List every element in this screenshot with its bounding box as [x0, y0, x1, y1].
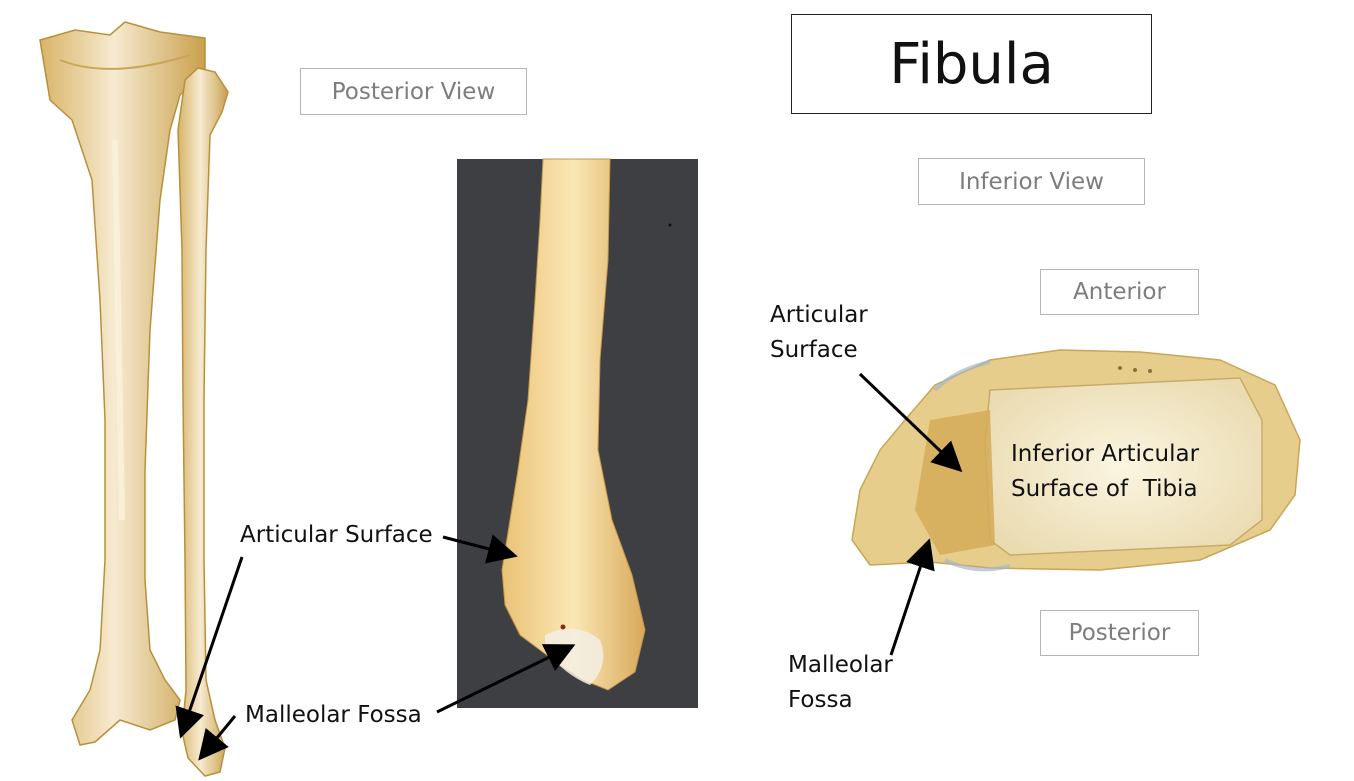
page-title: Fibula	[791, 14, 1152, 114]
malleolar-fossa-line2: Fossa	[788, 687, 853, 713]
posterior-view-box: Posterior View	[300, 68, 527, 115]
articular-surface-label-left: Articular Surface	[240, 522, 433, 548]
inferior-view-box: Inferior View	[918, 158, 1145, 205]
inferior-articular-line2: Surface of Tibia	[1011, 476, 1198, 502]
malleolar-fossa-line1: Malleolar	[788, 652, 893, 678]
posterior-box: Posterior	[1040, 610, 1199, 656]
malleolar-fossa-label-left: Malleolar Fossa	[245, 702, 422, 728]
inferior-articular-line1: Inferior Articular	[1011, 441, 1200, 467]
articular-surface-label-right	[770, 298, 868, 368]
articular-surface-line2: Surface	[770, 337, 858, 363]
inferior-articular-surface-label	[1011, 437, 1199, 507]
malleolar-fossa-label-right	[788, 648, 893, 718]
articular-surface-line1: Articular	[770, 302, 868, 328]
fibula-photo	[457, 159, 698, 708]
anterior-box: Anterior	[1040, 269, 1199, 315]
